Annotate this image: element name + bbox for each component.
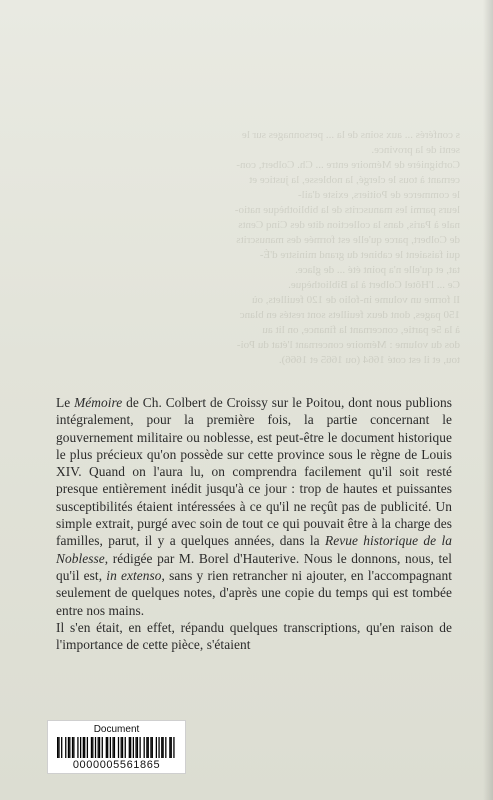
barcode-bar xyxy=(68,737,69,758)
barcode-bar xyxy=(72,737,73,758)
barcode-bar xyxy=(133,737,134,758)
bleed-through-text: s conférés ... aux soins de la ... personnages sur le senti de la province. Corbignière de Mémoire entre ... Ch. Colbert, con- cernant à tous le clergé, la noblesse, la justice et le commerce de Poitiers, existe d'ail- leurs parmi les manuscrits de la bibliothèque natio- nale à Paris, dans la collection dite des Cinq Cents de Colbert, parce qu'elle est formée des manuscrits qui faisaient le cabinet du grand ministre d'É- tat, et qu'elle n'a point été ... de glace. Ce ... l'Hôtel Colbert à la Bibliothèque. Il forme un volume in-folio de 120 feuillets, où 150 pages, dont deux feuillets sont restés en blanc à la 5e partie, concernant la finance, on lit au dos du volume : Mémoire concernant l'état du Poi- tou, et il est coté 1664 (ou 1665 et 1666). xyxy=(234,129,460,366)
barcode-bar xyxy=(110,737,111,758)
barcode-bar xyxy=(139,737,140,758)
barcode-label xyxy=(47,720,186,774)
memoire-italic: Mémoire xyxy=(74,395,123,410)
barcode-bar xyxy=(130,737,131,758)
barcode-bar xyxy=(158,737,159,758)
text-run: Le xyxy=(56,395,75,410)
barcode-bar xyxy=(162,737,163,758)
barcode-bars xyxy=(57,737,176,758)
barcode-bar xyxy=(83,737,84,758)
barcode-bar xyxy=(69,737,70,758)
barcode-bar xyxy=(77,737,78,758)
paragraph-first xyxy=(56,394,452,619)
barcode-bar xyxy=(129,737,130,758)
barcode-bar xyxy=(107,737,108,758)
barcode-bar xyxy=(102,737,103,758)
text-run: de Ch. Colbert de Croissy sur le Poitou, xyxy=(122,395,345,410)
barcode-bar xyxy=(144,737,145,758)
barcode-bar xyxy=(171,737,172,758)
barcode-bar xyxy=(156,737,157,758)
revue-italic: Revue historique de la Noblesse xyxy=(56,533,452,566)
barcode-bar xyxy=(106,737,107,758)
barcode-bar xyxy=(65,737,66,758)
page-edge-shadow xyxy=(483,0,493,800)
barcode-bar xyxy=(87,737,88,758)
barcode-bar xyxy=(114,737,115,758)
barcode-bar xyxy=(146,737,147,758)
text-run: dont nous publions intégralement, pour la première fois, la partie concernant le gouvernement militaire ou noblesse, est peut-être le document historique le plus précieux qu'on possède sur cette province sous le règne de Louis XIV. Quand on l'aura lu, on comprendra facilement qu'il soit resté presque entièrement inédit jusqu'à ce jour : trop de hautes et puissantes susceptibilités étaient intéressées à ce qu'il ne reçût pas de publicité. Un simple extrait, purgé avec soin de tout ce qui pouvait être à la charge des familles, parut, il y a quelques années, dans la xyxy=(56,395,452,549)
barcode-bar xyxy=(137,737,138,758)
barcode-bar xyxy=(80,737,81,758)
barcode-bar xyxy=(161,737,162,758)
barcode-bar xyxy=(92,737,93,758)
barcode-bar xyxy=(95,737,96,758)
barcode-bar xyxy=(152,737,153,758)
barcode-bar xyxy=(121,737,122,758)
barcode-bar xyxy=(169,737,170,758)
barcode-bar xyxy=(122,737,123,758)
barcode-bar xyxy=(99,737,100,758)
barcode-bar xyxy=(125,737,126,758)
barcode-bar xyxy=(57,737,58,758)
barcode-bar xyxy=(58,737,59,758)
text-run: Il s'en était, en effet, répandu quelques transcriptions, qu'en raison de l'importance de cette pièce, s'étaient xyxy=(56,619,452,653)
barcode-bar xyxy=(173,737,174,758)
barcode-bar xyxy=(150,737,151,758)
barcode-bar xyxy=(73,737,74,758)
barcode-bar xyxy=(135,737,136,758)
barcode-bar xyxy=(91,737,92,758)
in-extenso-italic: in extenso xyxy=(106,567,162,583)
barcode-bar xyxy=(61,737,62,758)
main-paragraph xyxy=(56,394,452,653)
barcode-number: 0000005561865 xyxy=(72,759,161,771)
barcode-bar xyxy=(118,737,119,758)
barcode-title: Document xyxy=(93,724,140,735)
text-run: , sans y rien retrancher ni ajouter, en l'accompagnant seulement de quelques notes, d'après une copie du temps qui est tombée entre nos mains. xyxy=(56,567,453,618)
barcode-bar xyxy=(165,737,166,758)
barcode-bar xyxy=(148,737,149,758)
barcode-bar xyxy=(98,737,99,758)
text-run: , rédigée par M. Borel d'Hauterive. Nous le donnons, nous, tel qu'il est, xyxy=(56,550,452,583)
barcode-bar xyxy=(112,737,113,758)
barcode-bar xyxy=(84,737,85,758)
paragraph-second xyxy=(56,619,452,654)
